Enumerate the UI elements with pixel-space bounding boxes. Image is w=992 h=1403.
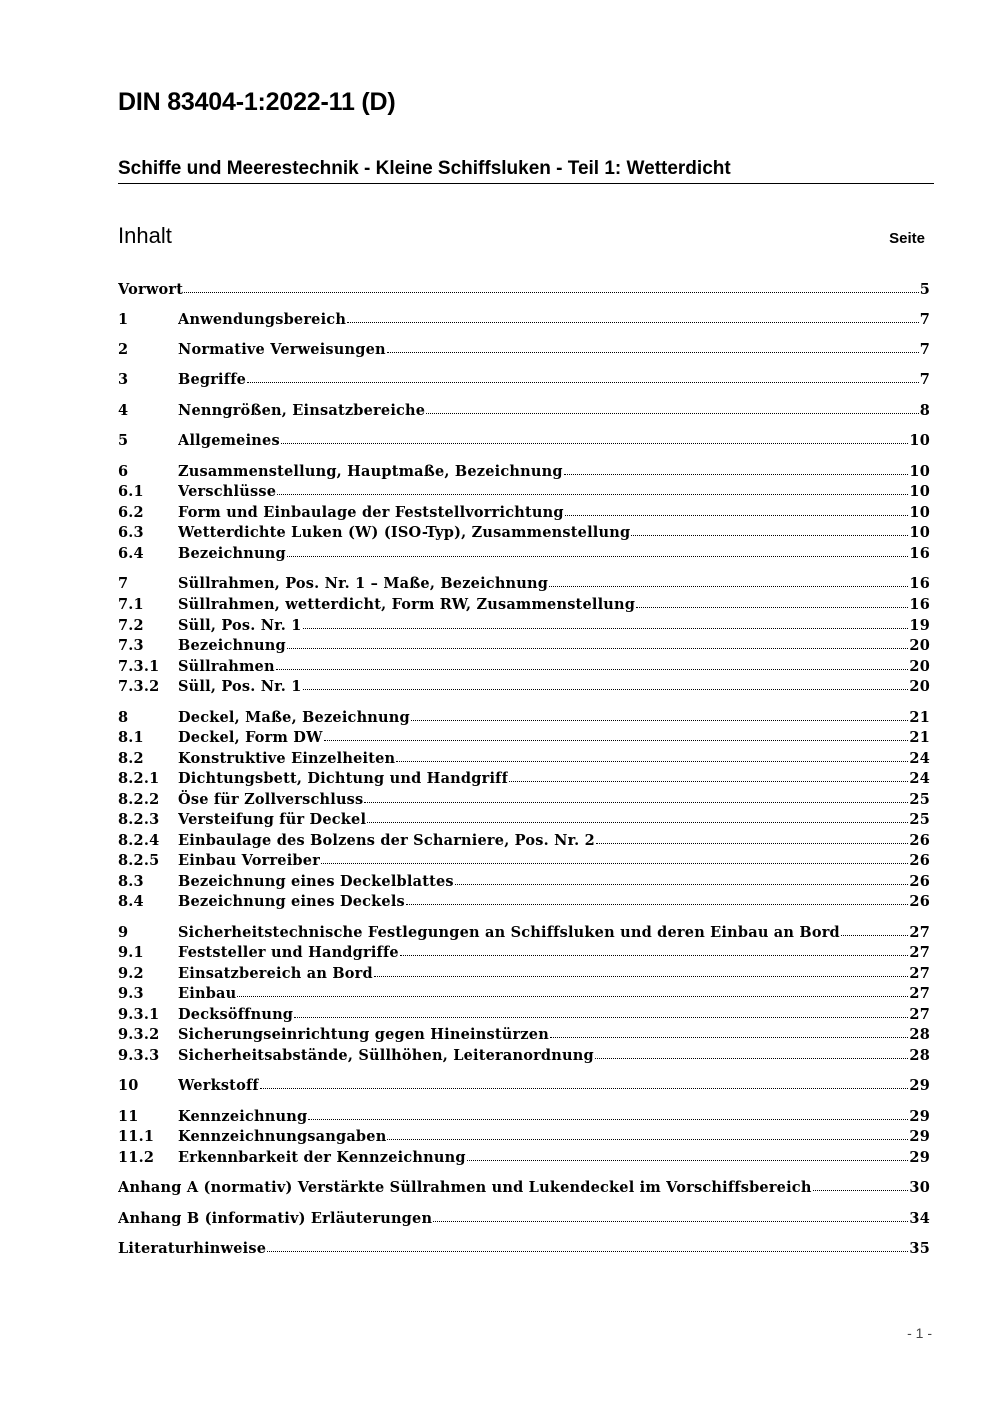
toc-entry-title: Bezeichnung xyxy=(178,637,286,654)
toc-entry-title: Einbaulage des Bolzens der Scharniere, Pos. Nr. 2 xyxy=(178,832,595,849)
toc-entry[interactable] xyxy=(118,708,930,728)
toc-entry-number: 9.3 xyxy=(118,985,144,1002)
toc-dot-leader xyxy=(237,984,908,997)
toc-entry-title: Sicherungseinrichtung gegen Hineinstürzen xyxy=(178,1026,549,1043)
toc-entry[interactable] xyxy=(118,657,930,677)
toc-entry[interactable] xyxy=(118,636,930,656)
toc-entry-page: 10 xyxy=(909,463,930,480)
toc-dot-leader xyxy=(549,574,908,587)
toc-entry[interactable] xyxy=(118,1076,930,1096)
toc-entry-page: 24 xyxy=(909,750,930,767)
toc-entry-number: 6.1 xyxy=(118,483,144,500)
toc-entry-title: Süll, Pos. Nr. 1 xyxy=(178,678,302,695)
toc-entry-page: 26 xyxy=(909,893,930,910)
toc-dot-leader xyxy=(324,728,909,741)
toc-dot-leader xyxy=(387,340,919,353)
toc-entry-page: 10 xyxy=(909,432,930,449)
toc-entry-number: 9.1 xyxy=(118,944,144,961)
toc-entry[interactable] xyxy=(118,872,930,892)
header-divider xyxy=(118,183,934,184)
toc-entry-number: 4 xyxy=(118,402,129,419)
toc-entry-number: 8 xyxy=(118,709,129,726)
toc-dot-leader xyxy=(426,401,918,414)
toc-entry-title: Sicherheitsabstände, Süllhöhen, Leiteranordnung xyxy=(178,1047,594,1064)
toc-entry[interactable] xyxy=(118,1178,930,1198)
toc-entry-title: Bezeichnung eines Deckelblattes xyxy=(178,873,454,890)
toc-entry[interactable] xyxy=(118,401,930,421)
toc-entry-page: 28 xyxy=(909,1047,930,1064)
toc-dot-leader xyxy=(303,616,909,629)
toc-entry-title: Zusammenstellung, Hauptmaße, Bezeichnung xyxy=(178,463,563,480)
toc-heading: Inhalt xyxy=(118,223,172,248)
toc-entry-page: 26 xyxy=(909,852,930,869)
toc-entry[interactable] xyxy=(118,280,930,300)
toc-entry[interactable] xyxy=(118,677,930,697)
toc-dot-leader xyxy=(411,708,909,721)
toc-entry-page: 24 xyxy=(909,770,930,787)
toc-entry-title: Anwendungsbereich xyxy=(178,311,347,328)
toc-entry-title: Konstruktive Einzelheiten xyxy=(178,750,396,767)
toc-entry-number: 7.3.1 xyxy=(118,658,160,675)
toc-entry-number: 11 xyxy=(118,1108,139,1125)
toc-dot-leader xyxy=(303,677,909,690)
toc-dot-leader xyxy=(247,370,919,383)
toc-entry-title: Feststeller und Handgriffe xyxy=(178,944,399,961)
toc-entry-page: 27 xyxy=(909,965,930,982)
toc-entry-number: 7.1 xyxy=(118,596,144,613)
toc-entry-page: 16 xyxy=(909,596,930,613)
toc-dot-leader xyxy=(347,310,919,323)
toc-entry-number: 7 xyxy=(118,575,129,592)
toc-entry-title: Anhang A (normativ) Verstärkte Süllrahmen und Lukendeckel im Vorschiffsbereich xyxy=(118,1179,812,1196)
toc-entry-page: 30 xyxy=(909,1179,930,1196)
toc-entry[interactable] xyxy=(118,431,930,451)
toc-entry-title: Süllrahmen, Pos. Nr. 1 – Maße, Bezeichnung xyxy=(178,575,549,592)
toc-entry[interactable] xyxy=(118,1005,930,1025)
toc-entry-number: 8.3 xyxy=(118,873,144,890)
toc-entry-page: 27 xyxy=(909,924,930,941)
toc-entry-title: Versteifung für Deckel xyxy=(178,811,367,828)
toc-entry[interactable] xyxy=(118,1239,930,1259)
toc-entry-title: Form und Einbaulage der Feststellvorrichtung xyxy=(178,504,564,521)
toc-entry-page: 5 xyxy=(919,281,930,298)
toc-entry-title: Kennzeichnung xyxy=(178,1108,308,1125)
toc-entry-title: Normative Verweisungen xyxy=(178,341,386,358)
toc-entry[interactable] xyxy=(118,1107,930,1127)
toc-entry-page: 10 xyxy=(909,504,930,521)
toc-entry[interactable] xyxy=(118,892,930,912)
toc-entry[interactable] xyxy=(118,370,930,390)
toc-entry[interactable] xyxy=(118,595,930,615)
toc-entry-title: Deckel, Form DW xyxy=(178,729,323,746)
toc-dot-leader xyxy=(841,923,909,936)
toc-dot-leader xyxy=(387,1127,908,1140)
toc-entry[interactable] xyxy=(118,984,930,1004)
toc-dot-leader xyxy=(374,964,909,977)
toc-entry-title: Deckel, Maße, Bezeichnung xyxy=(178,709,410,726)
toc-entry-title: Erkennbarkeit der Kennzeichnung xyxy=(178,1149,466,1166)
toc-entry-page: 10 xyxy=(909,483,930,500)
toc-entry-page: 25 xyxy=(909,811,930,828)
toc-dot-leader xyxy=(596,831,909,844)
toc-entry-title: Anhang B (informativ) Erläuterungen xyxy=(118,1210,433,1227)
toc-entry-number: 8.4 xyxy=(118,893,144,910)
toc-entry-title: Nenngrößen, Einsatzbereiche xyxy=(178,402,426,419)
toc-entry-page: 27 xyxy=(909,944,930,961)
toc-entry-page: 29 xyxy=(909,1128,930,1145)
toc-entry-page: 34 xyxy=(909,1210,930,1227)
toc-entry-number: 10 xyxy=(118,1077,139,1094)
toc-entry[interactable] xyxy=(118,1025,930,1045)
toc-dot-leader xyxy=(550,1025,908,1038)
toc-entry[interactable] xyxy=(118,810,930,830)
toc-entry[interactable] xyxy=(118,831,930,851)
toc-entry-number: 9 xyxy=(118,924,129,941)
toc-entry-number: 8.2.4 xyxy=(118,832,160,849)
toc-entry-title: Sicherheitstechnische Festlegungen an Schiffsluken und deren Einbau an Bord xyxy=(178,924,840,941)
toc-entry-title: Verschlüsse xyxy=(178,483,277,500)
toc-dot-leader xyxy=(565,503,909,516)
toc-dot-leader xyxy=(367,810,908,823)
toc-entry-title: Kennzeichnungsangaben xyxy=(178,1128,387,1145)
toc-entry-title: Einbau Vorreiber xyxy=(178,852,321,869)
toc-entry-page: 7 xyxy=(919,371,930,388)
toc-entry-page: 7 xyxy=(919,341,930,358)
toc-dot-leader xyxy=(406,892,908,905)
page-number: - 1 - xyxy=(907,1325,932,1341)
toc-entry[interactable] xyxy=(118,964,930,984)
toc-entry-number: 11.2 xyxy=(118,1149,155,1166)
toc-entry-number: 9.3.2 xyxy=(118,1026,160,1043)
toc-dot-leader xyxy=(287,544,909,557)
toc-entry[interactable] xyxy=(118,749,930,769)
toc-dot-leader xyxy=(308,1107,908,1120)
toc-entry-number: 5 xyxy=(118,432,129,449)
toc-entry[interactable] xyxy=(118,790,930,810)
toc-dot-leader xyxy=(267,1239,908,1252)
toc-entry-title: Literaturhinweise xyxy=(118,1240,267,1257)
toc-entry-page: 35 xyxy=(909,1240,930,1257)
toc-entry-title: Süllrahmen, wetterdicht, Form RW, Zusammenstellung xyxy=(178,596,636,613)
toc-entry-page: 21 xyxy=(909,709,930,726)
toc-dot-leader xyxy=(396,749,908,762)
toc-entry-page: 28 xyxy=(909,1026,930,1043)
toc-entry-number: 6.3 xyxy=(118,524,144,541)
toc-entry-page: 27 xyxy=(909,1006,930,1023)
toc-entry-number: 8.2.3 xyxy=(118,811,160,828)
toc-entry-number: 8.2.5 xyxy=(118,852,160,869)
toc-entry-title: Werkstoff xyxy=(178,1077,259,1094)
toc-dot-leader xyxy=(467,1148,909,1161)
toc-entry[interactable] xyxy=(118,616,930,636)
toc-dot-leader xyxy=(595,1046,909,1059)
toc-entry[interactable] xyxy=(118,1148,930,1168)
toc-entry-page: 8 xyxy=(919,402,930,419)
toc-dot-leader xyxy=(281,431,909,444)
toc-entry[interactable] xyxy=(118,523,930,543)
toc-entry[interactable] xyxy=(118,851,930,871)
toc-entry-title: Süllrahmen xyxy=(178,658,275,675)
toc-entry-number: 9.3.3 xyxy=(118,1047,160,1064)
toc-entry-page: 26 xyxy=(909,832,930,849)
toc-entry-number: 1 xyxy=(118,311,129,328)
toc-entry-page: 20 xyxy=(909,678,930,695)
toc-entry-page: 19 xyxy=(909,617,930,634)
toc-entry-title: Dichtungsbett, Dichtung und Handgriff xyxy=(178,770,509,787)
toc-dot-leader xyxy=(509,769,908,782)
toc-entry-title: Vorwort xyxy=(118,281,184,298)
toc-entry-page: 27 xyxy=(909,985,930,1002)
toc-entry-number: 3 xyxy=(118,371,129,388)
toc-entry-number: 8.2.2 xyxy=(118,791,160,808)
toc-dot-leader xyxy=(631,523,908,536)
toc-entry-number: 11.1 xyxy=(118,1128,155,1145)
toc-dot-leader xyxy=(260,1076,909,1089)
toc-dot-leader xyxy=(184,280,919,293)
toc-dot-leader xyxy=(294,1005,908,1018)
toc-entry-page: 29 xyxy=(909,1149,930,1166)
toc-entry-page: 21 xyxy=(909,729,930,746)
toc-dot-leader xyxy=(564,462,909,475)
toc-dot-leader xyxy=(364,790,908,803)
toc-entry-page: 16 xyxy=(909,575,930,592)
toc-entry[interactable] xyxy=(118,1046,930,1066)
toc-entry-title: Begriffe xyxy=(178,371,247,388)
document-id: DIN 83404-1:2022-11 (D) xyxy=(118,88,396,116)
toc-entry[interactable] xyxy=(118,462,930,482)
toc-entry-page: 25 xyxy=(909,791,930,808)
toc-dot-leader xyxy=(433,1209,908,1222)
toc-entry-number: 2 xyxy=(118,341,129,358)
toc-dot-leader xyxy=(277,482,908,495)
toc-entry-title: Allgemeines xyxy=(178,432,280,449)
toc-entry-title: Bezeichnung eines Deckels xyxy=(178,893,405,910)
toc-dot-leader xyxy=(813,1178,909,1191)
toc-dot-leader xyxy=(287,636,909,649)
toc-entry-title: Bezeichnung xyxy=(178,545,286,562)
toc-entry-number: 8.2 xyxy=(118,750,144,767)
toc-entry[interactable] xyxy=(118,482,930,502)
toc-entry-number: 6.4 xyxy=(118,545,144,562)
document-subtitle: Schiffe und Meerestechnik - Kleine Schiffsluken - Teil 1: Wetterdicht xyxy=(118,158,731,179)
toc-entry-page: 20 xyxy=(909,637,930,654)
toc-entry[interactable] xyxy=(118,1127,930,1147)
toc-entry-page: 20 xyxy=(909,658,930,675)
toc-entry-title: Süll, Pos. Nr. 1 xyxy=(178,617,302,634)
toc-entry-number: 7.2 xyxy=(118,617,144,634)
toc-entry-title: Einsatzbereich an Bord xyxy=(178,965,373,982)
toc-dot-leader xyxy=(455,872,909,885)
toc-entry[interactable] xyxy=(118,310,930,330)
toc-entry[interactable] xyxy=(118,544,930,564)
toc-entry-number: 7.3 xyxy=(118,637,144,654)
toc-entry[interactable] xyxy=(118,923,930,943)
toc-entry-title: Decksöffnung xyxy=(178,1006,294,1023)
toc-entry[interactable] xyxy=(118,503,930,523)
toc-entry-title: Wetterdichte Luken (W) (ISO-Typ), Zusammenstellung xyxy=(178,524,631,541)
toc-entry-page: 7 xyxy=(919,311,930,328)
toc-entry-title: Öse für Zollverschluss xyxy=(178,791,364,808)
page-column-label: Seite xyxy=(889,230,925,247)
toc-entry-number: 6.2 xyxy=(118,504,144,521)
toc-entry[interactable] xyxy=(118,728,930,748)
toc-entry[interactable] xyxy=(118,574,930,594)
toc-entry-number: 7.3.2 xyxy=(118,678,160,695)
toc-entry-title: Einbau xyxy=(178,985,237,1002)
toc-entry-page: 26 xyxy=(909,873,930,890)
toc-entry[interactable] xyxy=(118,943,930,963)
toc-entry[interactable] xyxy=(118,1209,930,1229)
toc-entry[interactable] xyxy=(118,769,930,789)
toc-entry-number: 8.1 xyxy=(118,729,144,746)
toc-entry-number: 6 xyxy=(118,463,129,480)
toc-entry-page: 29 xyxy=(909,1108,930,1125)
toc-entry-number: 8.2.1 xyxy=(118,770,160,787)
toc-entry[interactable] xyxy=(118,340,930,360)
toc-dot-leader xyxy=(276,657,909,670)
toc-entry-number: 9.2 xyxy=(118,965,144,982)
toc-dot-leader xyxy=(636,595,908,608)
toc-entry-page: 16 xyxy=(909,545,930,562)
toc-dot-leader xyxy=(400,943,909,956)
toc-entry-page: 10 xyxy=(909,524,930,541)
toc-dot-leader xyxy=(321,851,908,864)
toc-entry-number: 9.3.1 xyxy=(118,1006,160,1023)
toc-entry-page: 29 xyxy=(909,1077,930,1094)
